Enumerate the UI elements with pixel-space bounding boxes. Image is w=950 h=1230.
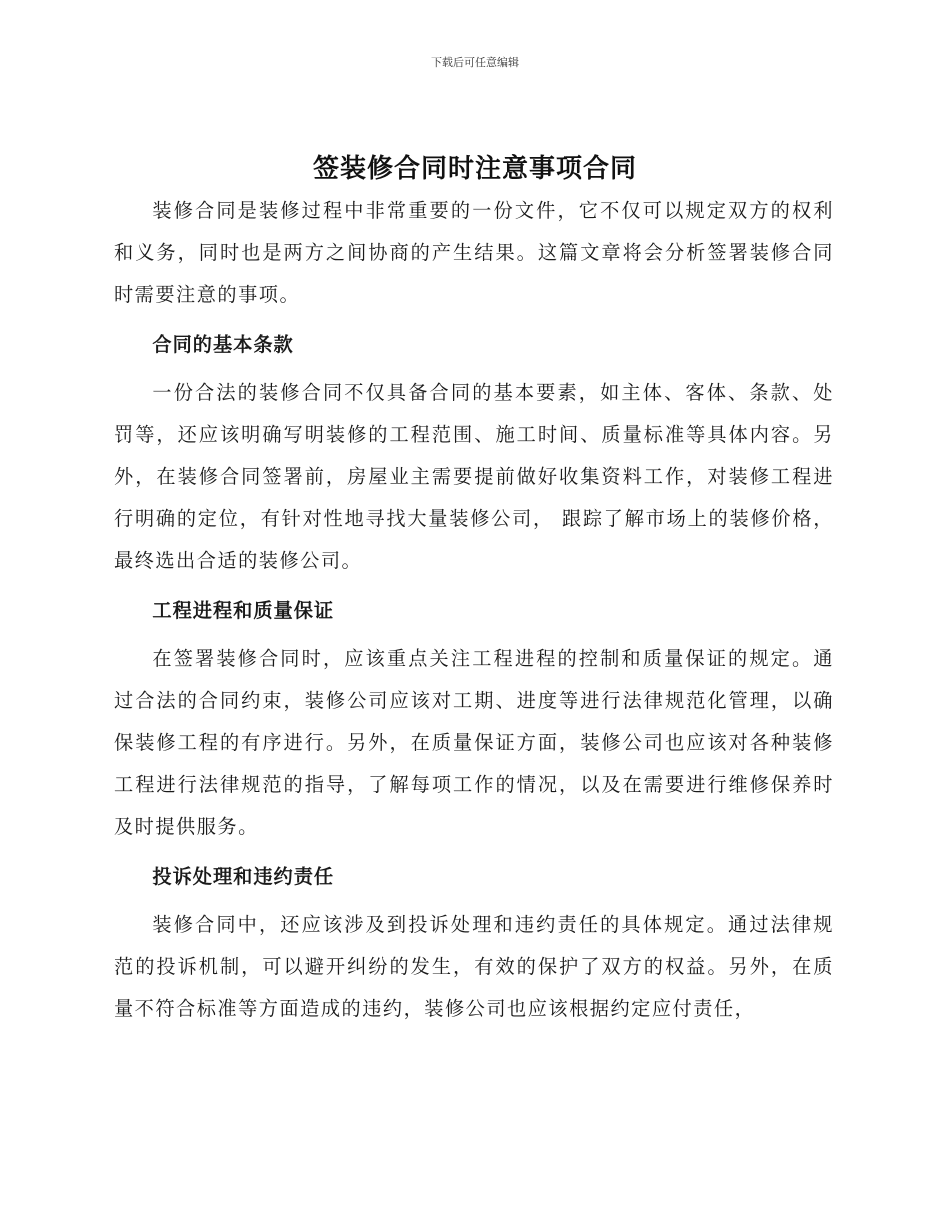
section-heading-progress-quality: 工程进程和质量保证 [152, 599, 335, 622]
section-paragraph-complaints-liability: 装修合同中，还应该涉及到投诉处理和违约责任的具体规定。通过法律规范的投诉机制，可以避开纠纷的发生，有效的保护了双方的权益。另外，在质量不符合标准等方面造成的违约，装修公司也应该根据约定应付责任， [114, 913, 834, 1020]
section-heading-basic-terms: 合同的基本条款 [152, 333, 294, 356]
document-title: 签装修合同时注意事项合同 [312, 154, 637, 184]
section-paragraph-basic-terms: 一份合法的装修合同不仅具备合同的基本要素，如主体、客体、条款、处罚等，还应该明确写明装修的工程范围、施工时间、质量标准等具体内容。另外，在装修合同签署前，房屋业主需要提前做好收集资料工作，对装修工程进行明确的定位，有针对性地寻找大量装修公司， 跟踪了解市场上的装修价格，最终选出合适的装修公司。 [114, 381, 834, 572]
section-paragraph-progress-quality: 在签署装修合同时，应该重点关注工程进程的控制和质量保证的规定。通过合法的合同约束，装修公司应该对工期、进度等进行法律规范化管理，以确保装修工程的有序进行。另外，在质量保证方面，装修公司也应该对各种装修工程进行法律规范的指导，了解每项工作的情况，以及在需要进行维修保养时及时提供服务。 [114, 647, 834, 838]
page-header: 下载后可任意编辑 [431, 56, 519, 69]
section-heading-complaints-liability: 投诉处理和违约责任 [152, 865, 335, 888]
intro-paragraph: 装修合同是装修过程中非常重要的一份文件，它不仅可以规定双方的权利和义务，同时也是两方之间协商的产生结果。这篇文章将会分析签署装修合同时需要注意的事项。 [114, 199, 834, 306]
document-body [114, 190, 834, 1030]
